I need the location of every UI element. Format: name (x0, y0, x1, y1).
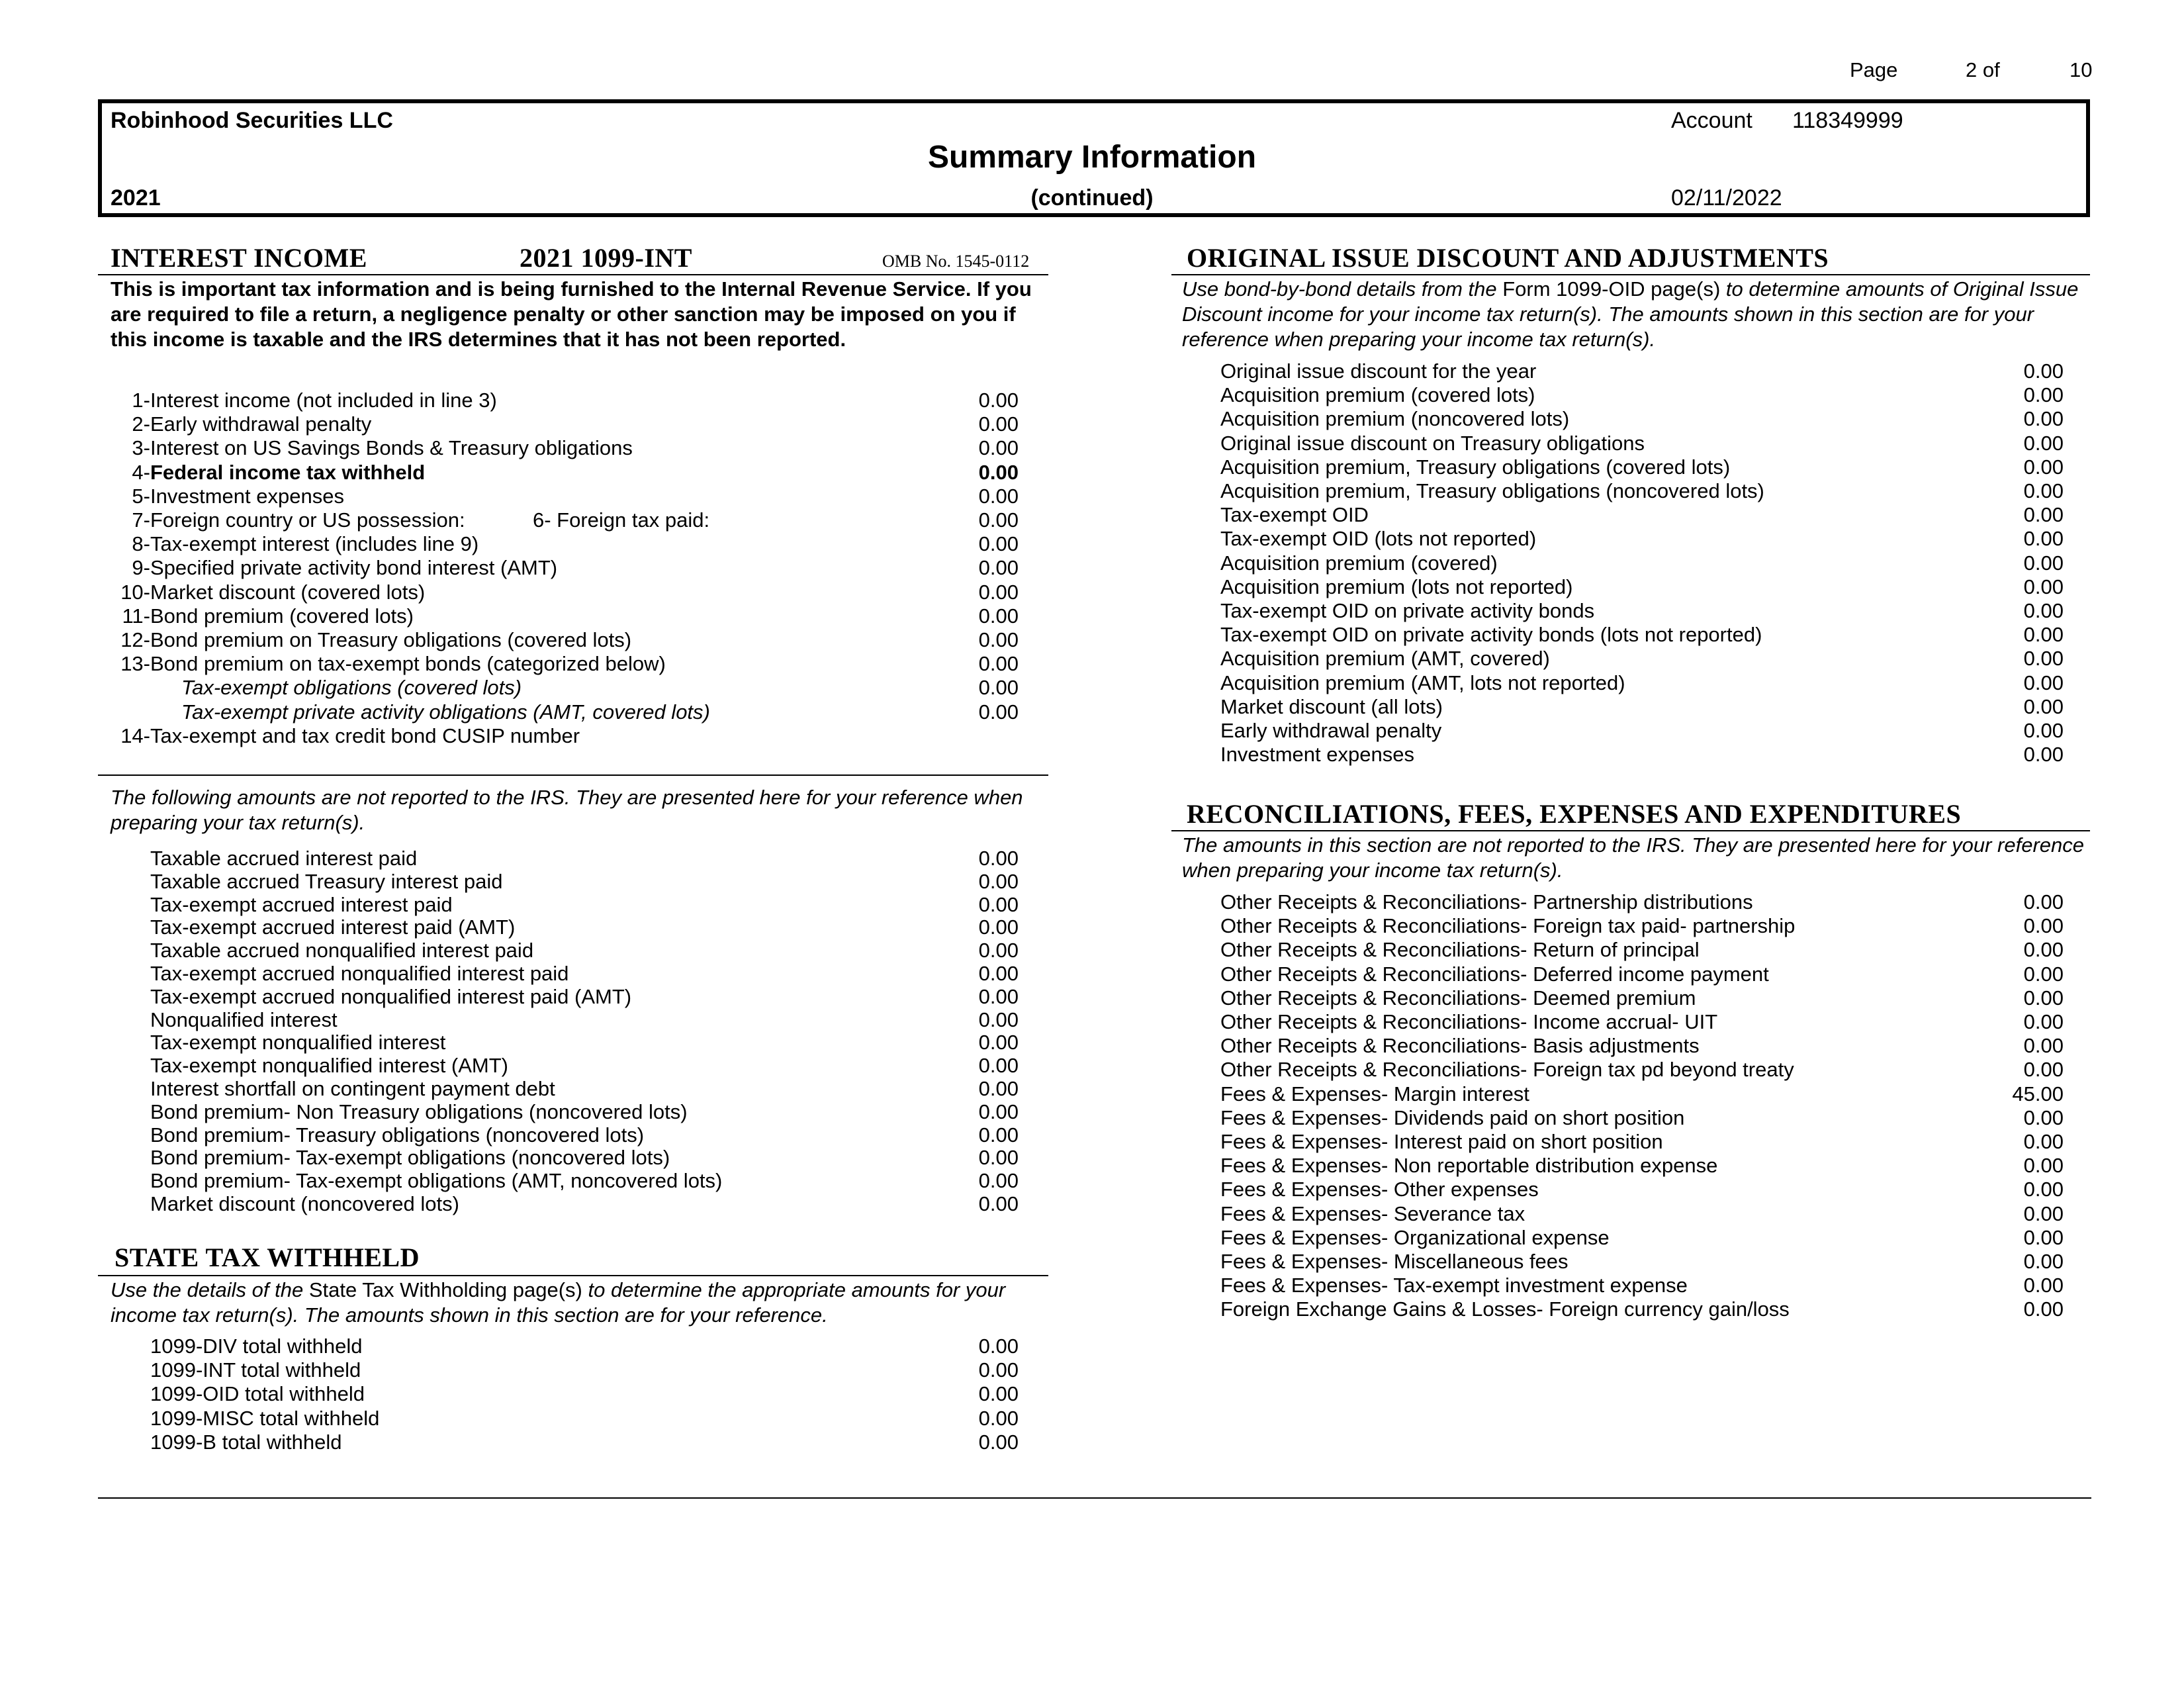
table-row (111, 1407, 1050, 1430)
table-row (1182, 1297, 2090, 1321)
row-label: Early withdrawal penalty (150, 412, 372, 436)
table-row (1182, 1106, 2090, 1130)
row-label: Bond premium (covered lots) (150, 604, 414, 628)
row-label: Taxable accrued Treasury interest paid (150, 869, 503, 893)
interest-income-title: INTEREST INCOME (111, 243, 367, 273)
table-row (111, 556, 1050, 580)
row-label: Acquisition premium, Treasury obligations (covered lots) (1220, 455, 1731, 479)
line-number: 1- (132, 389, 150, 412)
row-label: Tax-exempt OID (lots not reported) (1220, 527, 1537, 551)
row-value: 0.00 (2023, 623, 2064, 647)
line-number: 8- (132, 532, 150, 556)
row-label: Acquisition premium (covered lots) (1220, 383, 1535, 407)
row-label: Tax-exempt accrued interest paid (AMT) (150, 915, 516, 939)
table-row (1182, 383, 2090, 407)
row-label: Investment expenses (150, 484, 344, 508)
table-row (111, 485, 1050, 508)
note-text: to determine amounts of (1725, 277, 1948, 301)
row-label: Tax-exempt interest (includes line 9) (150, 532, 479, 556)
row-value: 0.00 (978, 556, 1019, 580)
line-number: 3- (132, 436, 150, 460)
table-row (111, 847, 1050, 870)
row-value: 0.00 (978, 962, 1019, 985)
row-label: Tax-exempt accrued nonqualified interest paid (150, 962, 569, 985)
table-row (1182, 1250, 2090, 1274)
line-number: 2- (132, 412, 150, 436)
tax-year: 2021 (111, 185, 161, 211)
row-label: Acquisition premium (AMT, covered) (1220, 647, 1550, 671)
row-value: 0.00 (2023, 1034, 2064, 1058)
row-value: 0.00 (978, 532, 1019, 556)
row-label: Original issue discount for the year (1220, 359, 1537, 383)
row-value: 0.00 (978, 628, 1019, 651)
table-row (111, 1054, 1050, 1078)
row-label: Tax-exempt nonqualified interest (150, 1031, 446, 1055)
table-row (1182, 1202, 2090, 1226)
row-value: 0.00 (2023, 1058, 2064, 1082)
row-label: Interest income (not included in line 3) (150, 389, 497, 412)
row-label: Foreign country or US possession: (150, 508, 465, 532)
table-row (1182, 938, 2090, 962)
section-rule (1171, 830, 2090, 831)
row-value: 0.00 (2023, 407, 2064, 431)
table-row (1182, 1058, 2090, 1082)
table-row (1182, 623, 2090, 647)
page-total: 10 (2070, 58, 2093, 81)
row-value: 0.00 (2023, 1250, 2064, 1273)
table-row (1182, 647, 2090, 671)
table-row (111, 962, 1050, 986)
row-label: Tax-exempt OID on private activity bonds (1220, 599, 1595, 622)
line-number: 10- (120, 580, 150, 604)
row-label: Acquisition premium (lots not reported) (1220, 575, 1573, 598)
row-value: 0.00 (978, 604, 1019, 628)
table-row (1182, 599, 2090, 623)
row-label: Tax-exempt accrued interest paid (150, 892, 453, 916)
table-row (1182, 695, 2090, 719)
page-current: 2 of (1966, 58, 2000, 81)
line-number: 14- (120, 724, 150, 747)
row-label: Tax-exempt nonqualified interest (AMT) (150, 1054, 509, 1078)
row-label: Other Receipts & Reconciliations- Foreign tax paid- partnership (1220, 914, 1796, 938)
table-row (1182, 1130, 2090, 1154)
account-number: 118349999 (1792, 108, 1903, 133)
table-row (111, 652, 1050, 676)
row-value: 0.00 (2023, 1105, 2064, 1129)
row-value: 0.00 (978, 1358, 1019, 1382)
row-value: 0.00 (978, 508, 1019, 532)
row-label: 1099-DIV total withheld (150, 1335, 363, 1358)
row-label: Bond premium- Tax-exempt obligations (AMT, noncovered lots) (150, 1169, 723, 1193)
row-value: 0.00 (978, 676, 1019, 700)
table-row (1182, 1154, 2090, 1178)
table-row (1182, 432, 2090, 455)
row-label: Market discount (all lots) (1220, 694, 1443, 718)
table-row (1182, 455, 2090, 479)
row-value: 45.00 (2012, 1082, 2064, 1105)
row-label: Taxable accrued nonqualified interest paid (150, 939, 534, 962)
section-rule (98, 1275, 1048, 1276)
row-value: 0.00 (2023, 938, 2064, 962)
row-label: 1099-INT total withheld (150, 1358, 361, 1382)
statement-date: 02/11/2022 (1671, 185, 1782, 211)
row-value: 0.00 (2023, 890, 2064, 914)
table-row (111, 604, 1050, 628)
row-value: 0.00 (978, 984, 1019, 1008)
row-label: Interest shortfall on contingent payment debt (150, 1077, 555, 1100)
row-label: Other Receipts & Reconciliations- Foreign tax pd beyond treaty (1220, 1058, 1794, 1082)
table-row (111, 893, 1050, 917)
table-row (1182, 671, 2090, 695)
row-value: 0.00 (2023, 986, 2064, 1009)
row-value: 0.00 (2023, 503, 2064, 527)
row-label: Fees & Expenses- Severance tax (1220, 1201, 1525, 1225)
row-label: Tax-exempt obligations (covered lots) (181, 676, 522, 700)
table-row (111, 1100, 1050, 1124)
row-value: 0.00 (2023, 527, 2064, 551)
row-label: Tax-exempt OID (1220, 503, 1369, 527)
row-value: 0.00 (2023, 647, 2064, 671)
line-number: 9- (132, 556, 150, 580)
table-row (1182, 1274, 2090, 1297)
row-label: Fees & Expenses- Dividends paid on short position (1220, 1105, 1685, 1129)
row-value: 0.00 (2023, 1154, 2064, 1178)
row-label: Early withdrawal penalty (1220, 719, 1442, 742)
row-label-secondary: 6- Foreign tax paid: (533, 508, 710, 532)
table-row (111, 628, 1050, 652)
row-value: 0.00 (978, 1100, 1019, 1123)
row-value: 0.00 (978, 1146, 1019, 1170)
row-value: 0.00 (2023, 1010, 2064, 1033)
row-label: Tax-exempt private activity obligations (AMT, covered lots) (181, 700, 710, 724)
note-text: Original Issue Discount income for your income tax return(s). The amounts shown in this section are for your reference when preparing your income tax return(s). (1182, 277, 2079, 351)
row-value: 0.00 (2023, 1178, 2064, 1201)
table-row (1182, 1034, 2090, 1058)
row-label: Market discount (covered lots) (150, 580, 426, 604)
table-row (111, 436, 1050, 460)
table-row (111, 985, 1050, 1009)
table-row (1182, 890, 2090, 914)
table-row (111, 1077, 1050, 1101)
continued-label: (continued) (1030, 185, 1154, 211)
row-label: Nonqualified interest (150, 1008, 338, 1031)
table-row (1182, 359, 2090, 383)
row-value: 0.00 (978, 892, 1019, 916)
form-1099-int-label: 2021 1099-INT (520, 243, 692, 273)
row-value: 0.00 (2023, 383, 2064, 407)
company-name: Robinhood Securities LLC (111, 108, 393, 133)
table-row (1182, 1010, 2090, 1034)
table-row (1182, 503, 2090, 527)
table-row (111, 1123, 1050, 1147)
table-row (111, 1008, 1050, 1032)
row-label: Tax-exempt and tax credit bond CUSIP number (150, 724, 580, 747)
row-value: 0.00 (2023, 479, 2064, 502)
row-label: 1099-OID total withheld (150, 1382, 365, 1406)
row-value: 0.00 (978, 1054, 1019, 1078)
row-label: Market discount (noncovered lots) (150, 1192, 459, 1215)
row-value: 0.00 (978, 1192, 1019, 1215)
state-tax-title: STATE TAX WITHHELD (114, 1243, 420, 1272)
row-label: Fees & Expenses- Non reportable distribution expense (1220, 1154, 1718, 1178)
row-value: 0.00 (978, 436, 1019, 460)
table-row (1182, 962, 2090, 986)
row-label: Fees & Expenses- Other expenses (1220, 1178, 1539, 1201)
row-label: 1099-B total withheld (150, 1430, 342, 1454)
row-label: Bond premium on tax-exempt bonds (categorized below) (150, 652, 666, 676)
row-value: 0.00 (978, 460, 1019, 484)
table-row (111, 1358, 1050, 1382)
omb-number: OMB No. 1545-0112 (882, 252, 1030, 271)
row-value: 0.00 (978, 580, 1019, 604)
row-label: Investment expenses (1220, 743, 1414, 767)
note-text: your income tax return(s). The amounts shown in this section are for your reference. (111, 1278, 1006, 1327)
table-row (111, 1335, 1050, 1358)
row-value: 0.00 (2023, 599, 2064, 622)
bottom-rule (98, 1497, 2091, 1499)
account-label: Account (1671, 108, 1752, 133)
table-row (1182, 479, 2090, 503)
row-value: 0.00 (978, 412, 1019, 436)
row-label: Other Receipts & Reconciliations- Income accrual- UIT (1220, 1010, 1718, 1033)
table-row (1182, 1226, 2090, 1250)
table-row (111, 461, 1050, 485)
table-row (111, 1031, 1050, 1055)
table-row (1182, 743, 2090, 767)
row-label: Other Receipts & Reconciliations- Deferred income payment (1220, 962, 1769, 986)
row-value: 0.00 (978, 484, 1019, 508)
table-row (1182, 527, 2090, 551)
table-row (111, 532, 1050, 556)
row-label: Foreign Exchange Gains & Losses- Foreign currency gain/loss (1220, 1297, 1790, 1321)
table-row (111, 412, 1050, 436)
row-label: Fees & Expenses- Miscellaneous fees (1220, 1250, 1569, 1273)
recon-title: RECONCILIATIONS, FEES, EXPENSES AND EXPENDITURES (1187, 799, 1962, 829)
page-label: Page (1850, 58, 1898, 81)
note-text: to determine the appropriate amounts for (588, 1278, 960, 1301)
row-value: 0.00 (2023, 1130, 2064, 1153)
row-value: 0.00 (978, 1031, 1019, 1055)
note-text: Use the details of the (111, 1278, 304, 1301)
row-value: 0.00 (2023, 431, 2064, 455)
note-text: Use bond-by-bond details from the (1182, 277, 1497, 301)
row-label: Acquisition premium (covered) (1220, 551, 1498, 575)
row-value: 0.00 (2023, 575, 2064, 598)
section-rule (1171, 274, 2090, 275)
row-value: 0.00 (2023, 694, 2064, 718)
row-label: Bond premium- Tax-exempt obligations (noncovered lots) (150, 1146, 670, 1170)
table-row (111, 508, 1050, 532)
row-value: 0.00 (978, 847, 1019, 870)
row-value: 0.00 (2023, 914, 2064, 938)
row-value: 0.00 (978, 1430, 1019, 1454)
table-row (1182, 575, 2090, 599)
row-value: 0.00 (978, 1008, 1019, 1031)
oid-title: ORIGINAL ISSUE DISCOUNT AND ADJUSTMENTS (1187, 243, 1829, 273)
not-reported-note: The following amounts are not reported to the IRS. They are presented here for your reference when preparing your tax return(s). (111, 786, 1023, 834)
row-value: 0.00 (978, 1123, 1019, 1147)
table-row (1182, 407, 2090, 431)
table-row (1182, 1178, 2090, 1201)
line-number: 11- (122, 604, 150, 628)
row-label: Fees & Expenses- Tax-exempt investment expense (1220, 1274, 1688, 1297)
table-row (1182, 986, 2090, 1010)
state-tax-note (111, 1278, 1050, 1328)
section-rule (98, 774, 1048, 776)
line-number: 13- (120, 652, 150, 676)
table-row (111, 1430, 1050, 1454)
row-value: 0.00 (2023, 719, 2064, 742)
row-value: 0.00 (978, 1382, 1019, 1406)
row-value: 0.00 (2023, 1201, 2064, 1225)
table-row (111, 1192, 1050, 1216)
section-rule (98, 274, 1048, 275)
row-value: 0.00 (978, 1335, 1019, 1358)
irs-notice: This is important tax information and is being furnished to the Internal Revenue Service. If you are required to file a return, a negligence penalty or other sanction may be imposed on you if this income is taxable and the IRS determines that it has not been reported. (111, 277, 1032, 351)
table-row (111, 939, 1050, 962)
row-value: 0.00 (2023, 455, 2064, 479)
row-label: Bond premium- Non Treasury obligations (noncovered lots) (150, 1100, 688, 1123)
table-row (1182, 551, 2090, 575)
row-value: 0.00 (2023, 671, 2064, 694)
row-label: Other Receipts & Reconciliations- Deemed premium (1220, 986, 1696, 1009)
row-label: Original issue discount on Treasury obligations (1220, 431, 1645, 455)
recon-note: The amounts in this section are not reported to the IRS. They are presented here for your reference when preparing your income tax return(s). (1182, 833, 2085, 882)
table-row (111, 724, 1050, 748)
row-label: Specified private activity bond interest (AMT) (150, 556, 558, 580)
line-number: 4- (132, 460, 150, 484)
row-label: Acquisition premium (noncovered lots) (1220, 407, 1570, 431)
row-value: 0.00 (978, 389, 1019, 412)
table-row (111, 389, 1050, 412)
table-row (111, 1146, 1050, 1170)
table-row (111, 870, 1050, 894)
row-label: Fees & Expenses- Margin interest (1220, 1082, 1529, 1105)
row-label: Taxable accrued interest paid (150, 847, 418, 870)
row-label: Other Receipts & Reconciliations- Return of principal (1220, 938, 1700, 962)
line-number: 12- (120, 628, 150, 651)
row-value: 0.00 (2023, 1274, 2064, 1297)
table-row (1182, 914, 2090, 938)
page-title: Summary Information (927, 140, 1257, 175)
row-value: 0.00 (978, 939, 1019, 962)
row-label: Acquisition premium (AMT, lots not reported) (1220, 671, 1625, 694)
table-row (111, 700, 1050, 724)
row-value: 0.00 (2023, 1225, 2064, 1249)
row-label: Interest on US Savings Bonds & Treasury obligations (150, 436, 633, 460)
table-row (1182, 1082, 2090, 1106)
row-label: Tax-exempt OID on private activity bonds (lots not reported) (1220, 623, 1762, 647)
table-row (111, 915, 1050, 939)
row-label: Fees & Expenses- Organizational expense (1220, 1225, 1610, 1249)
row-value: 0.00 (978, 1169, 1019, 1193)
row-value: 0.00 (978, 700, 1019, 724)
table-row (1182, 719, 2090, 743)
row-value: 0.00 (978, 915, 1019, 939)
row-label: Acquisition premium, Treasury obligations (noncovered lots) (1220, 479, 1764, 502)
row-value: 0.00 (978, 1406, 1019, 1430)
row-label: Other Receipts & Reconciliations- Partnership distributions (1220, 890, 1753, 914)
row-value: 0.00 (2023, 359, 2064, 383)
row-label: 1099-MISC total withheld (150, 1406, 380, 1430)
row-label: Bond premium on Treasury obligations (covered lots) (150, 628, 632, 651)
row-label: Fees & Expenses- Interest paid on short position (1220, 1130, 1663, 1153)
row-value: 0.00 (2023, 962, 2064, 986)
row-value: 0.00 (978, 1077, 1019, 1100)
row-label: Other Receipts & Reconciliations- Basis adjustments (1220, 1034, 1700, 1058)
row-label: Bond premium- Treasury obligations (noncovered lots) (150, 1123, 645, 1147)
row-value: 0.00 (2023, 551, 2064, 575)
oid-note (1182, 277, 2090, 352)
row-value: 0.00 (2023, 1297, 2064, 1321)
row-label: Federal income tax withheld (150, 460, 426, 484)
table-row (111, 676, 1050, 700)
table-row (111, 1382, 1050, 1406)
note-link-text: Form 1099-OID page(s) (1502, 277, 1721, 301)
row-value: 0.00 (978, 652, 1019, 676)
row-label: Tax-exempt accrued nonqualified interest paid (AMT) (150, 984, 632, 1008)
row-value: 0.00 (978, 869, 1019, 893)
note-link-text: State Tax Withholding page(s) (308, 1278, 582, 1301)
row-value: 0.00 (2023, 743, 2064, 767)
table-row (111, 581, 1050, 604)
table-row (111, 1169, 1050, 1193)
line-number: 5- (132, 484, 150, 508)
line-number: 7- (132, 508, 150, 532)
